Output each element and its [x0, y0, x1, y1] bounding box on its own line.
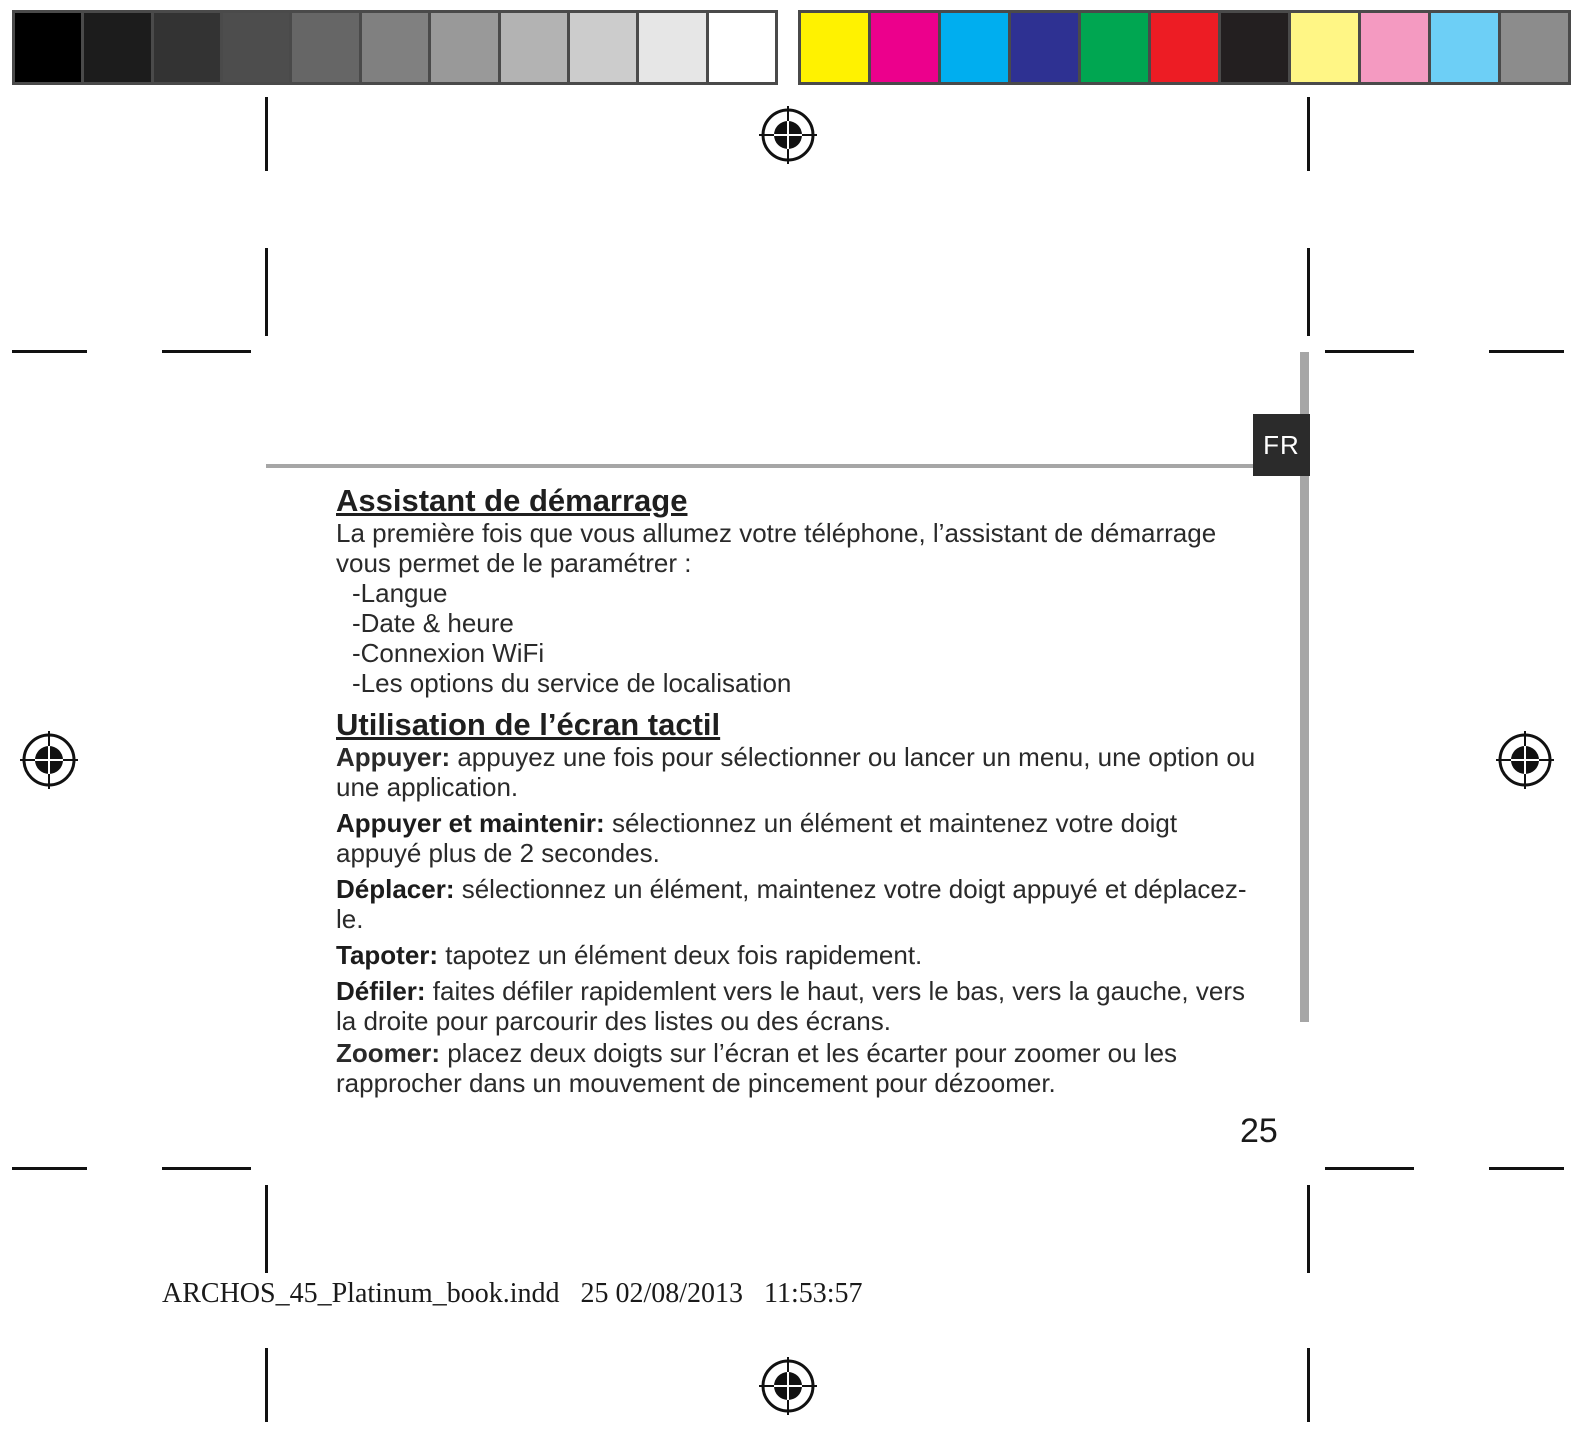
color-swatch — [1361, 10, 1431, 85]
color-swatch — [1011, 10, 1081, 85]
crop-mark — [265, 97, 268, 171]
gesture-item — [336, 874, 1256, 934]
color-swatch — [941, 10, 1011, 85]
gesture-item — [336, 808, 1256, 868]
page-content — [336, 484, 1256, 1098]
registration-mark-icon — [757, 104, 819, 166]
registration-mark-icon — [757, 1355, 819, 1417]
color-swatch — [1151, 10, 1221, 85]
header-rule — [266, 464, 1306, 468]
crop-mark — [12, 350, 87, 353]
color-swatch — [798, 10, 871, 85]
color-swatch — [292, 10, 361, 85]
setup-intro: La première fois que vous allumez votre téléphone, l’assistant de démarrage vous permet de le paramétrer : — [336, 518, 1217, 578]
process-color-bar — [798, 10, 1571, 85]
list-item: -Connexion WiFi — [352, 638, 545, 668]
gesture-text: sélectionnez un élément, maintenez votre doigt appuyé et déplacez-le. — [336, 874, 1247, 934]
gesture-item — [336, 976, 1256, 1036]
language-tab: FR — [1253, 414, 1310, 476]
color-swatch — [570, 10, 639, 85]
color-swatch — [1291, 10, 1361, 85]
grayscale-color-bar — [12, 10, 778, 85]
crop-mark — [1325, 1167, 1414, 1170]
color-swatch — [154, 10, 223, 85]
crop-mark — [12, 1167, 87, 1170]
gesture-text: placez deux doigts sur l’écran et les écarter pour zoomer ou les rapprocher dans un mouvement de pincement pour dézoomer. — [336, 1038, 1178, 1098]
crop-mark — [1489, 1167, 1564, 1170]
registration-mark-icon — [18, 729, 80, 791]
setup-list — [336, 578, 1256, 698]
color-swatch — [431, 10, 500, 85]
gesture-text: faites défiler rapidemlent vers le haut, vers le bas, vers la gauche, vers la droite pour parcourir des listes ou des écrans. — [336, 976, 1245, 1036]
gesture-item — [336, 742, 1256, 802]
color-swatch — [1081, 10, 1151, 85]
gesture-text: appuyez une fois pour sélectionner ou lancer un menu, une option ou une application. — [336, 742, 1256, 802]
list-item: -Les options du service de localisation — [352, 668, 792, 698]
color-swatch — [639, 10, 708, 85]
registration-mark-icon — [1494, 729, 1556, 791]
crop-mark — [162, 1167, 251, 1170]
crop-mark — [1489, 350, 1564, 353]
gesture-text: sélectionnez un élément et maintenez votre doigt appuyé plus de 2 secondes. — [336, 808, 1178, 868]
gesture-term: Défiler: — [336, 976, 426, 1006]
crop-mark — [265, 1348, 268, 1422]
crop-mark — [1307, 1348, 1310, 1422]
gesture-term: Déplacer: — [336, 874, 455, 904]
crop-mark — [1307, 1185, 1310, 1273]
crop-mark — [162, 350, 251, 353]
color-swatch — [12, 10, 84, 85]
crop-mark — [265, 248, 268, 336]
gesture-term: Zoomer: — [336, 1038, 440, 1068]
section-title-setup-wizard: Assistant de démarrage — [336, 483, 688, 518]
color-swatch — [871, 10, 941, 85]
page-number: 25 — [1240, 1112, 1278, 1150]
crop-mark — [265, 1185, 268, 1273]
color-swatch — [84, 10, 153, 85]
color-swatch — [709, 10, 778, 85]
crop-mark — [1307, 248, 1310, 336]
gesture-item — [336, 940, 1256, 970]
color-swatch — [1221, 10, 1291, 85]
gesture-term: Appuyer: — [336, 742, 451, 772]
color-swatch — [362, 10, 431, 85]
color-swatch — [501, 10, 570, 85]
color-swatch — [223, 10, 292, 85]
crop-mark — [1325, 350, 1414, 353]
print-slug: ARCHOS_45_Platinum_book.indd 25 02/08/2013 11:53:57 — [162, 1278, 863, 1309]
color-swatch — [1431, 10, 1501, 85]
list-item: -Date & heure — [352, 608, 514, 638]
list-item: -Langue — [352, 578, 448, 608]
gesture-item — [336, 1038, 1256, 1098]
gesture-term: Tapoter: — [336, 940, 439, 970]
section-title-touchscreen: Utilisation de l’écran tactil — [336, 707, 721, 742]
gesture-term: Appuyer et maintenir: — [336, 808, 605, 838]
color-swatch — [1501, 10, 1571, 85]
gesture-text: tapotez un élément deux fois rapidement. — [438, 940, 923, 970]
crop-mark — [1307, 97, 1310, 171]
